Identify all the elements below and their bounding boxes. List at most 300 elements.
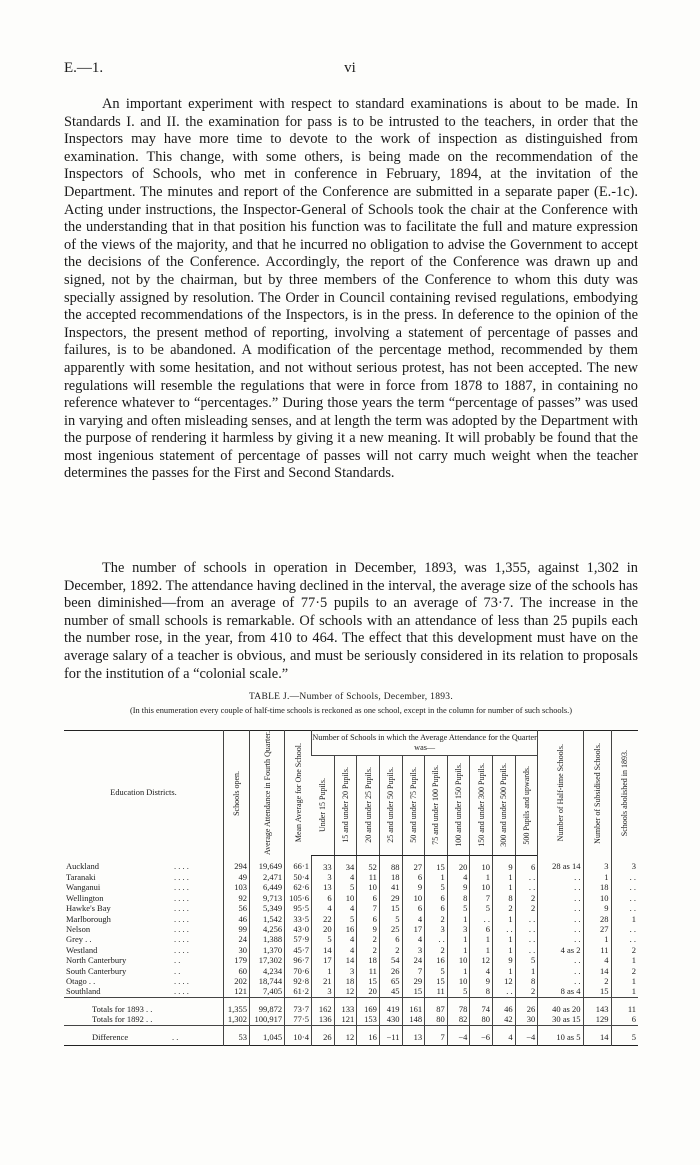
cell-b6: 80 [425,1014,448,1025]
cell-b9: 1 [493,945,516,955]
cell-b2: 4 [334,945,357,955]
totals-row [64,997,638,1014]
cell-b9: 42 [493,1014,516,1025]
cell-b8: 7 [470,893,493,903]
cell-b3: 6 [357,893,380,903]
cell-b7: 3 [447,924,470,934]
cell-mean: 70·6 [285,966,312,976]
leader-dots: . . . . [174,944,189,955]
cell-b1: 3 [312,986,335,997]
cell-abol: 1 [611,976,638,986]
cell-b10: 5 [515,955,538,965]
cell-b5: 6 [402,903,425,913]
cell-b6: 2 [425,914,448,924]
col-header-75-100: 75 and under 100 Pupils. [425,755,448,855]
cell-mean: 10·4 [285,1025,312,1045]
cell-b5: 3 [402,945,425,955]
cell-sub: 10 [583,893,611,903]
cell-b7: 1 [447,945,470,955]
col-group-header: Number of Schools in which the Average Attendance for the Quarter was— [312,731,538,756]
cell-abol: . . [611,934,638,944]
cell-b10: 2 [515,893,538,903]
cell-b9: 9 [493,855,516,872]
cell-b1: 4 [312,903,335,913]
cell-b10: . . [515,934,538,944]
cell-b7: 20 [447,855,470,872]
difference-label-cell [64,1025,223,1045]
district-name: Marlborough [66,913,111,924]
cell-b6: 6 [425,893,448,903]
cell-b5: 15 [402,986,425,997]
cell-b4: 2 [379,945,402,955]
cell-b8: 8 [470,986,493,997]
cell-b5: 24 [402,955,425,965]
district-cell [64,914,223,924]
leader-dots: . . [174,955,181,966]
district-name: Nelson [66,923,91,934]
table-row [64,976,638,986]
cell-b5: 17 [402,924,425,934]
cell-att: 5,349 [249,903,284,913]
cell-sub: 2 [583,976,611,986]
cell-b2: 34 [334,855,357,872]
cell-b5: 161 [402,997,425,1014]
cell-b8: 80 [470,1014,493,1025]
cell-abol: 3 [611,855,638,872]
district-cell [64,903,223,913]
cell-att: 99,872 [249,997,284,1014]
cell-b3: 15 [357,976,380,986]
table-row [64,882,638,892]
cell-abol: . . [611,924,638,934]
district-cell [64,976,223,986]
cell-sub: 14 [583,1025,611,1045]
cell-mean: 62·6 [285,882,312,892]
cell-att: 6,449 [249,882,284,892]
district-cell [64,855,223,872]
table-row [64,855,638,872]
cell-b9: 9 [493,955,516,965]
col-header-500-up: 500 Pupils and upwards. [515,755,538,855]
col-header-150-300: 150 and under 300 Pupils. [470,755,493,855]
table-row [64,934,638,944]
cell-b2: 133 [334,997,357,1014]
cell-b2: 5 [334,882,357,892]
cell-open: 202 [223,976,249,986]
cell-half: . . [538,976,583,986]
cell-mean: 92·8 [285,976,312,986]
cell-mean: 33·5 [285,914,312,924]
cell-sub: 1 [583,934,611,944]
cell-abol: 2 [611,945,638,955]
cell-b4: 15 [379,903,402,913]
col-header-15-20: 15 and under 20 Pupils. [334,755,357,855]
totals-label: Totals for 1892 . . [92,1014,153,1025]
col-header-mean: Mean Average for One School. [285,731,312,856]
cell-b10: 2 [515,903,538,913]
table-body [64,855,638,1046]
cell-abol: 1 [611,955,638,965]
cell-b1: 26 [312,1025,335,1045]
table-caption: TABLE J.—Number of Schools, December, 1893. [248,692,454,702]
district-cell [64,986,223,997]
cell-open: 49 [223,872,249,882]
cell-sub: 18 [583,882,611,892]
cell-b7: 1 [447,914,470,924]
leader-dots: . . . . [174,913,189,924]
cell-b5: 27 [402,855,425,872]
cell-mean: 73·7 [285,997,312,1014]
page-reference: E.—1. [64,60,104,76]
cell-b2: 16 [334,924,357,934]
cell-b10: . . [515,872,538,882]
cell-b6: 87 [425,997,448,1014]
cell-b2: 14 [334,955,357,965]
cell-sub: 15 [583,986,611,997]
cell-att: 2,471 [249,872,284,882]
cell-b10: . . [515,945,538,955]
cell-att: 19,649 [249,855,284,872]
cell-open: 1,302 [223,1014,249,1025]
cell-b4: −11 [379,1025,402,1045]
cell-b10: . . [515,924,538,934]
cell-b4: 88 [379,855,402,872]
district-name: Otago . . [66,976,96,986]
cell-b4: 45 [379,986,402,997]
cell-sub: 4 [583,955,611,965]
cell-b3: 6 [357,914,380,924]
district-cell [64,955,223,965]
cell-b1: 162 [312,997,335,1014]
cell-b2: 12 [334,1025,357,1045]
cell-mean: 66·1 [285,855,312,872]
cell-b5: 10 [402,893,425,903]
leader-dots: . . . . [174,976,189,986]
district-name: South Canterbury [66,965,127,976]
cell-b6: 11 [425,986,448,997]
cell-b3: 11 [357,872,380,882]
cell-b2: 4 [334,903,357,913]
cell-mean: 50·4 [285,872,312,882]
leader-dots: . . [172,1031,179,1042]
cell-b7: 4 [447,872,470,882]
cell-b1: 6 [312,893,335,903]
paragraph-standard-examinations: An important experiment with respect to standard examinations is about to be made. In Standards I. and II. the examination for pass is to be intrusted to the teachers, in order that the Inspectors may have more time to devote to the work of inspection as distinguished from examination. This change, with some others, is being made on the recommendation of the Inspectors of Schools, who met in conference in February, 1894, at the invitation of the Department. The minutes and report of the Conference are submitted in a separate paper (E.-1c). Acting under instructions, the Inspector-General of Schools took the chair at the Conference with the understanding that in that position his function was to facilitate the full and mature expression of the views of the majority, and that he incurred no obligation to advise the Government to accept the decisions of the Conference. Accordingly, the report of the Conference was drawn up and signed, not by the chairman, but by three members of the Conference to whom this duty was specially assigned by resolution. The Order in Council containing revised regulations, embodying the accepted recommendations of the Inspectors, is in the press. In deference to the opinion of the Inspectors, the present method of reporting, involving a statement of percentage of passes and failures, is to be abandoned. A modification of the percentage method, recommended by them apparently with some hesitation, and not without serious protest, has not been accepted. The new regulations will resemble the regulations that were in force from 1878 to 1887, in containing no reference whatever to “percentages.” During those years the term “percentage of passes” was used in varying and often misleading senses, and at length the term was adopted by the Department with the purpose of rendering it harmless by giving it a new meaning. It will probably be found that the most ingenious statement of percentage of passes will not carry much weight when the teacher determines the passes for the First and Second Standards. [64,96,638,482]
cell-b1: 14 [312,945,335,955]
table-row [64,945,638,955]
cell-half: 4 as 2 [538,945,583,955]
cell-b6: 2 [425,945,448,955]
col-header-300-500: 300 and under 500 Pupils. [493,755,516,855]
cell-half: 28 as 14 [538,855,583,872]
cell-sub: 1 [583,872,611,882]
table-row [64,924,638,934]
cell-b6: 16 [425,955,448,965]
district-name: Taranaki [66,871,96,882]
cell-b2: 4 [334,934,357,944]
table-row [64,893,638,903]
cell-b10: 26 [515,997,538,1014]
cell-b8: 1 [470,872,493,882]
cell-b6: 15 [425,855,448,872]
cell-b1: 21 [312,976,335,986]
cell-b9: 1 [493,882,516,892]
cell-b1: 136 [312,1014,335,1025]
cell-b5: 4 [402,934,425,944]
cell-att: 1,045 [249,1025,284,1045]
cell-half: 10 as 5 [538,1025,583,1045]
district-cell [64,882,223,892]
col-header-abolished: Schools abolished in 1893. [611,731,638,856]
cell-b6: 1 [425,872,448,882]
difference-label: Difference [92,1031,129,1042]
cell-mean: 105·6 [285,893,312,903]
district-name: Wellington [66,892,104,903]
cell-b5: 7 [402,966,425,976]
cell-b8: 6 [470,924,493,934]
district-name: Hawke's Bay [66,903,111,914]
cell-b6: 15 [425,976,448,986]
leader-dots: . . . . [174,923,189,934]
leader-dots: . . . . [174,903,189,914]
cell-b8: 1 [470,945,493,955]
cell-b9: 46 [493,997,516,1014]
cell-b7: 5 [447,903,470,913]
cell-b4: 54 [379,955,402,965]
cell-b1: 22 [312,914,335,924]
cell-att: 1,542 [249,914,284,924]
cell-open: 56 [223,903,249,913]
cell-b10: 8 [515,976,538,986]
cell-half: . . [538,955,583,965]
cell-open: 179 [223,955,249,965]
cell-b10: 6 [515,855,538,872]
cell-b7: 10 [447,976,470,986]
cell-half: . . [538,966,583,976]
cell-b9: 1 [493,934,516,944]
cell-half: . . [538,924,583,934]
cell-half: . . [538,934,583,944]
cell-b5: 6 [402,872,425,882]
cell-b7: 10 [447,955,470,965]
table-row [64,914,638,924]
col-header-50-75: 50 and under 75 Pupils. [402,755,425,855]
cell-sub: 9 [583,903,611,913]
cell-b2: 5 [334,914,357,924]
cell-b3: 9 [357,924,380,934]
cell-abol: 6 [611,1014,638,1025]
cell-mean: 95·5 [285,903,312,913]
cell-att: 4,256 [249,924,284,934]
cell-open: 1,355 [223,997,249,1014]
cell-b4: 65 [379,976,402,986]
table-row [64,903,638,913]
table-row [64,955,638,965]
cell-b3: 7 [357,903,380,913]
leader-dots: . . [174,965,181,976]
cell-b1: 1 [312,966,335,976]
cell-mean: 96·7 [285,955,312,965]
cell-b4: 25 [379,924,402,934]
cell-b10: −4 [515,1025,538,1045]
table-row [64,986,638,997]
cell-b8: 10 [470,882,493,892]
cell-half: . . [538,882,583,892]
cell-b6: 6 [425,903,448,913]
cell-b3: 11 [357,966,380,976]
district-cell [64,924,223,934]
cell-b2: 121 [334,1014,357,1025]
cell-b2: 10 [334,893,357,903]
district-name: Westland [66,944,98,955]
cell-abol: . . [611,872,638,882]
cell-b3: 153 [357,1014,380,1025]
cell-att: 100,917 [249,1014,284,1025]
cell-half: 8 as 4 [538,986,583,997]
cell-att: 1,370 [249,945,284,955]
cell-b5: 148 [402,1014,425,1025]
cell-b4: 430 [379,1014,402,1025]
cell-b7: 82 [447,1014,470,1025]
cell-b9: 4 [493,1025,516,1045]
cell-b9: . . [493,924,516,934]
cell-b7: 8 [447,893,470,903]
cell-open: 53 [223,1025,249,1045]
cell-b10: 2 [515,986,538,997]
cell-b2: 18 [334,976,357,986]
totals-row [64,1014,638,1025]
cell-b8: 4 [470,966,493,976]
cell-b3: 169 [357,997,380,1014]
cell-b5: 4 [402,914,425,924]
cell-att: 18,744 [249,976,284,986]
district-column-header: Education Districts. [110,787,177,797]
cell-b6: 5 [425,882,448,892]
cell-open: 294 [223,855,249,872]
cell-b10: 30 [515,1014,538,1025]
district-name: Grey . . [66,934,92,945]
cell-b5: 13 [402,1025,425,1045]
col-header-schools-open: Schools open. [223,731,249,856]
cell-mean: 57·9 [285,934,312,944]
cell-b4: 5 [379,914,402,924]
cell-b8: 10 [470,855,493,872]
cell-b6: 7 [425,1025,448,1045]
cell-b1: 13 [312,882,335,892]
cell-abol: 5 [611,1025,638,1045]
cell-sub: 3 [583,855,611,872]
cell-b9: 2 [493,903,516,913]
cell-b4: 18 [379,872,402,882]
cell-b6: . . [425,934,448,944]
cell-b4: 29 [379,893,402,903]
cell-abol: . . [611,893,638,903]
totals-label: Totals for 1893 . . [64,997,223,1014]
cell-b7: −4 [447,1025,470,1045]
table-note: (In this enumeration every couple of half-time schools is reckoned as one school, except in the column for number of such schools.) [129,706,573,715]
district-cell [64,893,223,903]
cell-b4: 6 [379,934,402,944]
cell-b3: 10 [357,882,380,892]
col-header-25-50: 25 and under 50 Pupils. [379,755,402,855]
col-header-20-25: 20 and under 25 Pupils. [357,755,380,855]
leader-dots: . . . . [174,871,189,882]
col-header-attendance: Average Attendance in Fourth Quarter. [249,731,284,856]
cell-abol: 2 [611,966,638,976]
district-name: Southland [66,986,101,997]
cell-open: 60 [223,966,249,976]
cell-b3: 20 [357,986,380,997]
cell-abol: . . [611,903,638,913]
cell-att: 17,302 [249,955,284,965]
cell-sub: 28 [583,914,611,924]
district-cell [64,966,223,976]
cell-b3: 52 [357,855,380,872]
page-number: vi [344,60,356,76]
cell-open: 103 [223,882,249,892]
cell-open: 121 [223,986,249,997]
col-header-100-150: 100 and under 150 Pupils. [447,755,470,855]
col-header-halftime: Number of Half-time Schools. [538,731,583,856]
cell-b1: 5 [312,934,335,944]
cell-b9: 1 [493,966,516,976]
district-name: North Canterbury [66,955,127,966]
cell-b8: 74 [470,997,493,1014]
cell-b2: 3 [334,966,357,976]
cell-b8: 1 [470,934,493,944]
district-cell [64,934,223,944]
cell-b2: 4 [334,872,357,882]
cell-b9: 12 [493,976,516,986]
cell-open: 30 [223,945,249,955]
cell-sub: 129 [583,1014,611,1025]
cell-b9: 1 [493,914,516,924]
cell-abol: 1 [611,986,638,997]
cell-b8: 5 [470,903,493,913]
cell-att: 1,388 [249,934,284,944]
cell-b10: . . [515,882,538,892]
cell-b7: 5 [447,986,470,997]
cell-open: 24 [223,934,249,944]
district-cell [64,945,223,955]
cell-b3: 16 [357,1025,380,1045]
cell-half: . . [538,914,583,924]
cell-b4: 26 [379,966,402,976]
cell-abol: 11 [611,997,638,1014]
difference-row [64,1025,638,1045]
cell-b3: 2 [357,934,380,944]
cell-half: 40 as 20 [538,997,583,1014]
cell-sub: 14 [583,966,611,976]
district-name: Wanganui [66,882,101,893]
cell-b3: 18 [357,955,380,965]
district-cell [64,872,223,882]
cell-b1: 33 [312,855,335,872]
cell-b4: 41 [379,882,402,892]
paragraph-school-numbers: The number of schools in operation in December, 1893, was 1,355, against 1,302 in December, 1892. The attendance having declined in the interval, the average size of the schools has been diminished—from an average of 77·5 pupils to an average of 73·7. The increase in the number of small schools is remarkable. Of schools with an attendance of less than 25 pupils each the number rose, in the year, from 410 to 464. The effect that this development must have on the average salary of a teacher is obvious, and must be seriously considered in its relation to proposals for the institution of a “colonial scale.” [64,560,638,682]
cell-b5: 9 [402,882,425,892]
cell-b3: 2 [357,945,380,955]
cell-half: . . [538,872,583,882]
cell-b10: . . [515,914,538,924]
table-row [64,966,638,976]
col-header-under-15: Under 15 Pupils. [312,755,335,855]
cell-b2: 12 [334,986,357,997]
cell-b8: −6 [470,1025,493,1045]
cell-b7: 78 [447,997,470,1014]
cell-b7: 9 [447,882,470,892]
cell-b1: 20 [312,924,335,934]
